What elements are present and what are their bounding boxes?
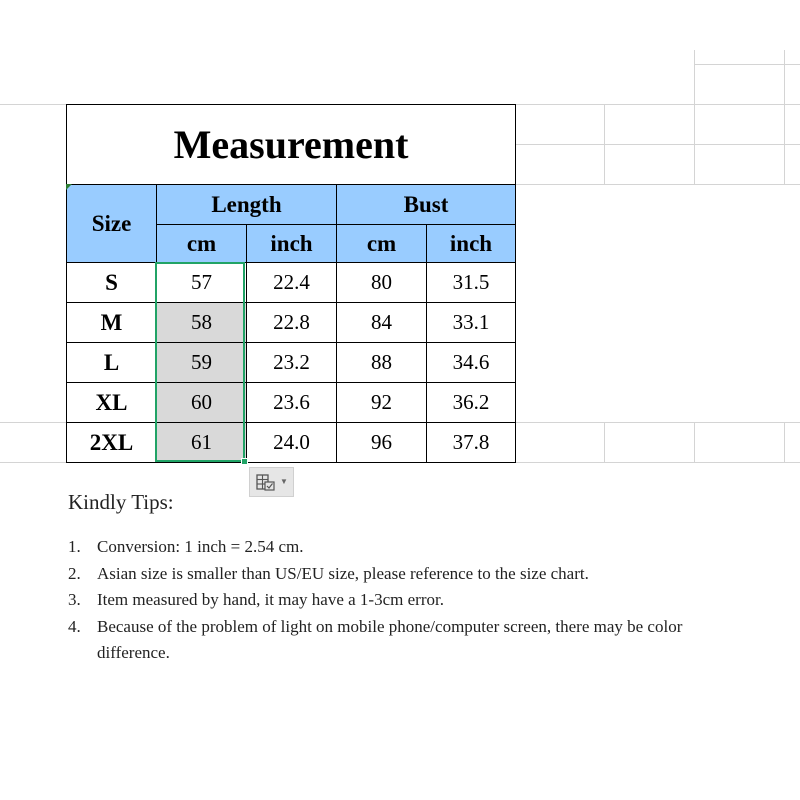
gridline	[784, 422, 785, 462]
bust-cm-cell[interactable]: 88	[337, 343, 427, 383]
length-cm-cell[interactable]: 57	[157, 263, 247, 303]
bust-cm-cell[interactable]: 96	[337, 423, 427, 463]
tips-list	[68, 534, 758, 667]
header-bust-cm[interactable]: cm	[337, 225, 427, 263]
gridline	[515, 184, 800, 185]
gridline	[694, 422, 695, 462]
length-cm-cell[interactable]: 61	[157, 423, 247, 463]
table-row	[67, 383, 516, 423]
list-item	[68, 614, 758, 667]
bust-cm-cell[interactable]: 84	[337, 303, 427, 343]
table-row	[67, 303, 516, 343]
paste-options-button[interactable]	[249, 467, 294, 497]
header-bust-inch[interactable]: inch	[427, 225, 516, 263]
gridline	[515, 144, 800, 145]
list-item	[68, 561, 758, 588]
size-chart-table	[66, 104, 516, 463]
chevron-down-icon: ▼	[280, 477, 288, 486]
size-cell[interactable]: S	[67, 263, 157, 303]
gridline	[604, 104, 605, 184]
list-item-text: Asian size is smaller than US/EU size, please reference to the size chart.	[97, 563, 589, 583]
header-length-cm[interactable]: cm	[157, 225, 247, 263]
header-length[interactable]: Length	[157, 185, 337, 225]
table-row	[67, 343, 516, 383]
header-length-inch[interactable]: inch	[247, 225, 337, 263]
list-item-text: Conversion: 1 inch = 2.54 cm.	[97, 537, 304, 556]
length-inch-cell[interactable]: 23.2	[247, 343, 337, 383]
bust-inch-cell[interactable]: 33.1	[427, 303, 516, 343]
length-cm-cell[interactable]: 60	[157, 383, 247, 423]
list-item-text: Item measured by hand, it may have a 1-3cm error.	[97, 590, 444, 609]
table-row	[67, 423, 516, 463]
gridline	[515, 422, 800, 423]
length-cm-cell[interactable]: 59	[157, 343, 247, 383]
gridline	[694, 50, 695, 184]
list-item-number: 2.	[68, 563, 81, 583]
length-inch-cell[interactable]: 23.6	[247, 383, 337, 423]
list-item	[68, 587, 758, 614]
size-cell[interactable]: XL	[67, 383, 157, 423]
gridline	[0, 422, 66, 423]
length-inch-cell[interactable]: 22.4	[247, 263, 337, 303]
size-cell[interactable]: M	[67, 303, 157, 343]
bust-cm-cell[interactable]: 92	[337, 383, 427, 423]
cell-comment-marker	[66, 184, 72, 190]
bust-inch-cell[interactable]: 34.6	[427, 343, 516, 383]
length-inch-cell[interactable]: 24.0	[247, 423, 337, 463]
header-bust[interactable]: Bust	[337, 185, 516, 225]
gridline	[784, 50, 785, 184]
bust-inch-cell[interactable]: 31.5	[427, 263, 516, 303]
header-size[interactable]: Size	[67, 185, 157, 263]
gridline	[515, 104, 800, 105]
paste-options-icon	[255, 472, 277, 492]
list-item	[68, 534, 758, 561]
length-inch-cell[interactable]: 22.8	[247, 303, 337, 343]
table-row	[67, 263, 516, 303]
bust-cm-cell[interactable]: 80	[337, 263, 427, 303]
gridline	[0, 104, 66, 105]
bust-inch-cell[interactable]: 36.2	[427, 383, 516, 423]
gridline	[604, 422, 605, 462]
list-item-text: Because of the problem of light on mobile phone/computer screen, there may be color difference.	[97, 616, 683, 662]
fill-handle[interactable]	[241, 458, 248, 465]
list-item-number: 1.	[68, 537, 81, 556]
bust-inch-cell[interactable]: 37.8	[427, 423, 516, 463]
list-item-number: 4.	[68, 616, 81, 636]
size-cell[interactable]: L	[67, 343, 157, 383]
size-cell[interactable]: 2XL	[67, 423, 157, 463]
length-cm-cell[interactable]: 58	[157, 303, 247, 343]
table-title[interactable]: Measurement	[67, 105, 516, 185]
list-item-number: 3.	[68, 590, 81, 609]
tips-title: Kindly Tips:	[68, 490, 174, 514]
